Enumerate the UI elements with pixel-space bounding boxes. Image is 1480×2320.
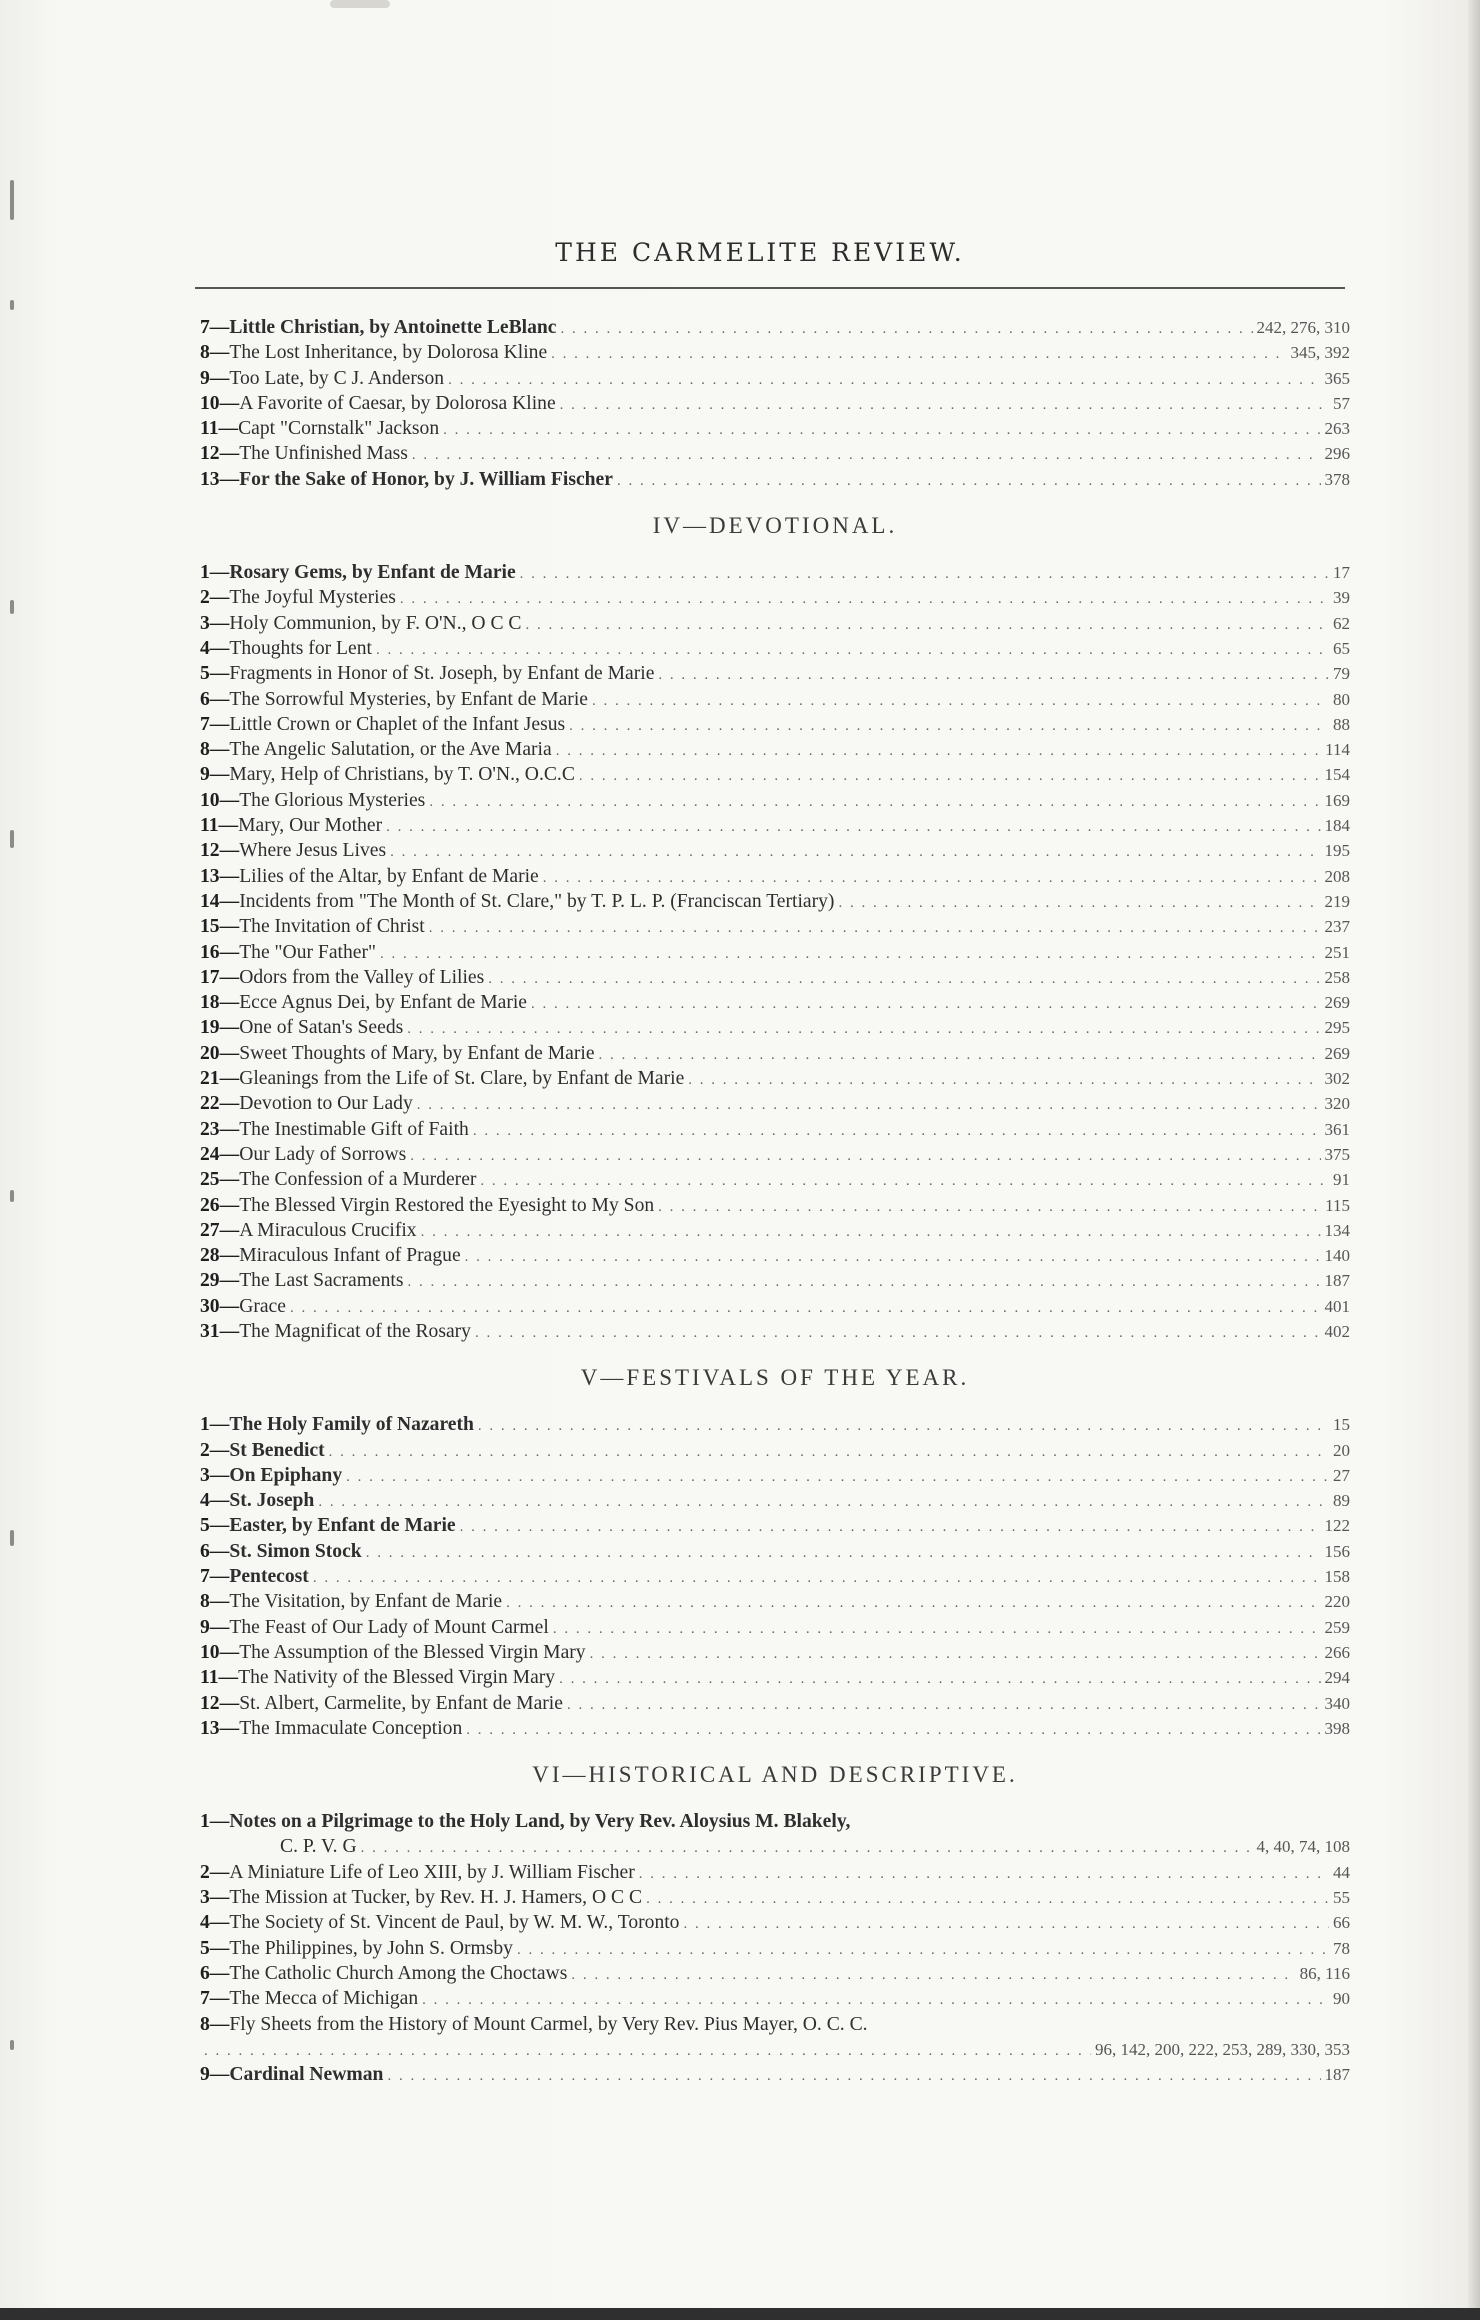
item-title: The Nativity of the Blessed Virgin Mary — [238, 1667, 556, 1689]
item-title: For the Sake of Honor, by J. William Fischer — [239, 468, 613, 490]
list-item: 8 — The Visitation, by Enfant de Marie . . . 220 — [200, 1589, 1350, 1614]
item-number: 4 — [200, 1490, 210, 1512]
list-item: 21 — Gleanings from the Life of St. Clare, by Enfant de Marie . . . 302 — [200, 1066, 1350, 1091]
item-number: 4 — [200, 1912, 210, 1934]
item-number: 19 — [200, 1017, 220, 1039]
item-pages: 115 — [1325, 1195, 1350, 1215]
item-number: 26 — [200, 1194, 220, 1216]
item-title: Little Christian, by Antoinette LeBlanc — [229, 317, 557, 338]
item-number: 1 — [200, 1811, 210, 1833]
list-item: 28 — Miraculous Infant of Prague . . . 140 — [200, 1243, 1350, 1268]
list-item: 5 — Fragments in Honor of St. Joseph, by Enfant de Marie . . . 79 — [200, 661, 1350, 686]
item-pages: 269 — [1324, 993, 1350, 1013]
item-pages: 134 — [1324, 1220, 1350, 1240]
item-pages: 295 — [1324, 1018, 1350, 1038]
list-item: 30 — Grace . . . 401 — [200, 1294, 1350, 1319]
item-number: 8 — [200, 1591, 210, 1613]
item-pages: 140 — [1324, 1246, 1350, 1266]
item-pages: 39 — [1333, 588, 1350, 608]
list-item: 12 — The Unfinished Mass . . . 296 — [200, 441, 1350, 466]
item-number: 31 — [200, 1320, 220, 1342]
list-item: 18 — Ecce Agnus Dei, by Enfant de Marie . . . 269 — [200, 990, 1350, 1015]
item-title: The Angelic Salutation, or the Ave Maria — [229, 739, 552, 761]
item-pages: 398 — [1324, 1718, 1350, 1738]
list-item: 10 — The Glorious Mysteries . . . 169 — [200, 788, 1350, 813]
list-item: 2 — St Benedict . . . 20 — [200, 1438, 1350, 1463]
item-number: 1 — [200, 562, 210, 584]
item-pages: 79 — [1333, 664, 1350, 684]
item-number: 8 — [200, 739, 210, 761]
item-title: The Blessed Virgin Restored the Eyesight to My Son — [239, 1194, 655, 1216]
item-number: 6 — [200, 1540, 210, 1562]
item-number: 1 — [200, 1414, 210, 1436]
page-header: THE CARMELITE REVIEW. — [555, 238, 965, 267]
item-number: 12 — [200, 443, 220, 465]
item-pages: 195 — [1324, 841, 1350, 861]
item-title: Little Crown or Chaplet of the Infant Jesus — [229, 713, 566, 735]
item-number: 6 — [200, 688, 210, 710]
item-title: The Society of St. Vincent de Paul, by W. M. W., Toronto — [229, 1912, 680, 1934]
item-number: 7 — [200, 1566, 210, 1588]
item-title: Holy Communion, by F. O'N., O C C — [229, 612, 522, 634]
item-title: The Philippines, by John S. Ormsby — [229, 1937, 513, 1959]
item-number: 17 — [200, 966, 220, 988]
item-number: 5 — [200, 1937, 210, 1959]
item-number: 7 — [200, 713, 210, 735]
section-heading-devotional: IV—DEVOTIONAL. — [652, 513, 898, 539]
item-number: 29 — [200, 1270, 220, 1292]
item-pages: 220 — [1324, 1592, 1350, 1612]
item-title: The Confession of a Murderer — [239, 1169, 477, 1191]
item-pages: 114 — [1325, 740, 1350, 760]
item-number: 14 — [200, 890, 220, 912]
item-pages: 90 — [1333, 1989, 1350, 2009]
list-item: 9 — Cardinal Newman . . . 187 — [200, 2062, 1350, 2087]
list-item: 6 — The Sorrowful Mysteries, by Enfant de Marie . . . 80 — [200, 687, 1350, 712]
list-item: 13 — The Immaculate Conception . . . 398 — [200, 1716, 1350, 1741]
list-item: 6 — The Catholic Church Among the Choctaws . . . 86, 116 — [200, 1961, 1350, 1986]
item-title: The Assumption of the Blessed Virgin Mary — [239, 1641, 586, 1663]
item-number: 2 — [200, 1439, 210, 1461]
item-number: 12 — [200, 1692, 220, 1714]
item-title: Sweet Thoughts of Mary, by Enfant de Marie — [239, 1042, 595, 1064]
item-pages: 27 — [1333, 1465, 1350, 1485]
item-number: 27 — [200, 1219, 220, 1241]
item-pages: 345, 392 — [1290, 343, 1350, 363]
item-pages: 340 — [1324, 1693, 1350, 1713]
item-title: Fly Sheets from the History of Mount Carmel, by Very Rev. Pius Mayer, O. C. C. — [229, 2013, 868, 2035]
item-number: 15 — [200, 916, 220, 938]
scan-smudge — [330, 0, 390, 8]
list-item: 11 — Mary, Our Mother . . . 184 — [200, 813, 1350, 838]
item-pages: 401 — [1324, 1296, 1350, 1316]
item-pages: 62 — [1333, 613, 1350, 633]
item-title: Grace — [239, 1295, 286, 1317]
list-item: 7 — The Mecca of Michigan . . . 90 — [200, 1986, 1350, 2011]
item-pages: 4, 40, 74, 108 — [1256, 1837, 1350, 1857]
item-number: 30 — [200, 1295, 220, 1317]
item-number: 25 — [200, 1169, 220, 1191]
list-item: 3 — The Mission at Tucker, by Rev. H. J. Hamers, O C C . . . 55 — [200, 1885, 1350, 1910]
list-item: 1 — The Holy Family of Nazareth . . . 15 — [200, 1412, 1350, 1437]
list-item: 8 — The Lost Inheritance, by Dolorosa Kline . . . 345, 392 — [200, 340, 1350, 365]
item-title: Thoughts for Lent — [229, 637, 372, 659]
list-item: 14 — Incidents from "The Month of St. Clare," by T. P. L. P. (Franciscan Tertiary) . . . 219 — [200, 889, 1350, 914]
item-title: Ecce Agnus Dei, by Enfant de Marie — [239, 992, 528, 1014]
list-item: 10 — The Assumption of the Blessed Virgin Mary . . . 266 — [200, 1640, 1350, 1665]
item-title: Pentecost — [229, 1566, 309, 1588]
item-number: 8 — [200, 2013, 210, 2035]
item-pages: 122 — [1324, 1516, 1350, 1536]
item-pages: 169 — [1324, 790, 1350, 810]
item-pages: 251 — [1324, 942, 1350, 962]
list-item: 5 — Easter, by Enfant de Marie . . . 122 — [200, 1513, 1350, 1538]
item-pages: 15 — [1333, 1415, 1350, 1435]
item-title: Devotion to Our Lady — [239, 1093, 413, 1115]
item-pages: 294 — [1324, 1668, 1350, 1688]
item-title: The Holy Family of Nazareth — [229, 1414, 474, 1436]
item-number: 9 — [200, 1616, 210, 1638]
item-title: The Invitation of Christ — [239, 916, 425, 938]
list-item: 7 — Little Crown or Chaplet of the Infant Jesus . . . 88 — [200, 712, 1350, 737]
item-pages: 266 — [1324, 1642, 1350, 1662]
list-item: 17 — Odors from the Valley of Lilies . . . 258 — [200, 965, 1350, 990]
item-pages: 20 — [1333, 1440, 1350, 1460]
item-title: St Benedict — [229, 1439, 325, 1461]
item-number: 20 — [200, 1042, 220, 1064]
list-item: 15 — The Invitation of Christ . . . 237 — [200, 914, 1350, 939]
list-item: 12 — Where Jesus Lives . . . 195 — [200, 838, 1350, 863]
page-bottom-edge — [0, 2308, 1480, 2320]
item-number: 13 — [200, 468, 220, 490]
list-item: 19 — One of Satan's Seeds . . . 295 — [200, 1015, 1350, 1040]
item-number: 9 — [200, 2064, 210, 2086]
item-pages: 208 — [1324, 866, 1350, 886]
list-item: 13 — Lilies of the Altar, by Enfant de Marie . . . 208 — [200, 864, 1350, 889]
list-item: 1 — Notes on a Pilgrimage to the Holy Land, by Very Rev. Aloysius M. Blakely, — [200, 1809, 1350, 1834]
item-pages: 378 — [1324, 469, 1350, 489]
stories-continued-list — [200, 315, 1350, 492]
list-item: 29 — The Last Sacraments . . . 187 — [200, 1268, 1350, 1293]
item-title: Cardinal Newman — [229, 2064, 384, 2086]
devotional-list — [200, 560, 1350, 1344]
list-item: 4 — Thoughts for Lent . . . 65 — [200, 636, 1350, 661]
item-pages: 365 — [1324, 368, 1350, 388]
item-pages: 96, 142, 200, 222, 253, 289, 330, 353 — [1095, 2039, 1350, 2059]
list-item: 9 — Mary, Help of Christians, by T. O'N., O.C.C . . . 154 — [200, 762, 1350, 787]
list-item: 4 — St. Joseph . . . 89 — [200, 1488, 1350, 1513]
item-title: Our Lady of Sorrows — [239, 1143, 407, 1165]
item-pages: 375 — [1324, 1144, 1350, 1164]
list-item: 20 — Sweet Thoughts of Mary, by Enfant de Marie . . . 269 — [200, 1041, 1350, 1066]
page-right-edge — [1468, 0, 1480, 2320]
item-number: 9 — [200, 764, 210, 786]
list-item: 11 — Capt "Cornstalk" Jackson . . . 263 — [200, 416, 1350, 441]
item-pages: 78 — [1333, 1938, 1350, 1958]
item-number: 3 — [200, 1464, 210, 1486]
item-title: Easter, by Enfant de Marie — [229, 1515, 456, 1537]
item-title: The Mecca of Michigan — [229, 1988, 419, 2010]
item-title: Too Late, by C J. Anderson — [229, 367, 445, 389]
section-heading-festivals: V—FESTIVALS OF THE YEAR. — [580, 1365, 970, 1391]
item-number: 3 — [200, 1887, 210, 1909]
list-item: 4 — The Society of St. Vincent de Paul, by W. M. W., Toronto . . . 66 — [200, 1910, 1350, 1935]
item-title: The "Our Father" — [239, 941, 376, 963]
header-rule — [195, 287, 1345, 289]
item-pages: 187 — [1324, 2065, 1350, 2085]
list-item: 2 — The Joyful Mysteries . . . 39 — [200, 585, 1350, 610]
list-item: 27 — A Miraculous Crucifix . . . 134 — [200, 1218, 1350, 1243]
item-pages: 17 — [1333, 563, 1350, 583]
item-title: The Last Sacraments — [239, 1270, 404, 1292]
item-number: 13 — [200, 1717, 220, 1739]
item-pages: 80 — [1333, 689, 1350, 709]
list-item: 23 — The Inestimable Gift of Faith . . . 361 — [200, 1117, 1350, 1142]
item-title: Capt "Cornstalk" Jackson — [238, 418, 440, 440]
item-pages: 57 — [1333, 393, 1350, 413]
item-pages: 65 — [1333, 638, 1350, 658]
item-pages: 242, 276, 310 — [1256, 318, 1350, 337]
item-number: 28 — [200, 1245, 220, 1267]
item-number: 6 — [200, 1962, 210, 1984]
list-item: 7 — Pentecost . . . 158 — [200, 1564, 1350, 1589]
list-item: 3 — Holy Communion, by F. O'N., O C C . . . 62 — [200, 611, 1350, 636]
item-number: 18 — [200, 992, 220, 1014]
item-title: The Mission at Tucker, by Rev. H. J. Hamers, O C C — [229, 1887, 643, 1909]
item-pages: 66 — [1333, 1913, 1350, 1933]
item-title: The Joyful Mysteries — [229, 587, 396, 609]
item-pages: 258 — [1324, 967, 1350, 987]
item-pages: 320 — [1324, 1094, 1350, 1114]
historical-list — [200, 1809, 1350, 2087]
page-left-edge — [10, 180, 18, 2180]
list-item: 16 — The "Our Father" . . . 251 — [200, 940, 1350, 965]
list-item-continuation — [200, 1834, 1350, 1859]
section-heading-historical: VI—HISTORICAL AND DESCRIPTIVE. — [532, 1762, 1018, 1788]
item-title: Where Jesus Lives — [239, 840, 387, 862]
list-item: 1 — Rosary Gems, by Enfant de Marie . . . 17 — [200, 560, 1350, 585]
item-number: 10 — [200, 1641, 220, 1663]
item-number: 11 — [200, 418, 219, 440]
item-number: 9 — [200, 367, 210, 389]
item-title: The Unfinished Mass — [239, 443, 408, 465]
item-title: Fragments in Honor of St. Joseph, by Enfant de Marie — [229, 663, 655, 685]
list-item: 7 — Little Christian, by Antoinette LeBlanc . . . 242, 276, 310 — [200, 315, 1350, 340]
item-pages: 269 — [1324, 1043, 1350, 1063]
item-number: 21 — [200, 1068, 220, 1090]
item-title: St. Albert, Carmelite, by Enfant de Marie — [239, 1692, 563, 1714]
item-title: A Miraculous Crucifix — [239, 1219, 417, 1241]
item-title-continuation: C. P. V. G — [280, 1836, 357, 1858]
list-item: 24 — Our Lady of Sorrows . . . 375 — [200, 1142, 1350, 1167]
list-item: 9 — Too Late, by C J. Anderson . . . 365 — [200, 366, 1350, 391]
list-item: 12 — St. Albert, Carmelite, by Enfant de Marie . . . 340 — [200, 1691, 1350, 1716]
list-item: 13 — For the Sake of Honor, by J. William Fischer . . . 378 — [200, 467, 1350, 492]
list-item: 3 — On Epiphany . . . 27 — [200, 1463, 1350, 1488]
item-number: 10 — [200, 392, 220, 414]
item-title: One of Satan's Seeds — [239, 1017, 404, 1039]
item-title: The Glorious Mysteries — [239, 789, 426, 811]
item-title: The Inestimable Gift of Faith — [239, 1118, 469, 1140]
item-pages: 302 — [1324, 1069, 1350, 1089]
item-number: 5 — [200, 663, 210, 685]
item-pages: 219 — [1324, 891, 1350, 911]
item-number: 22 — [200, 1093, 220, 1115]
item-pages: 263 — [1324, 419, 1350, 439]
list-item: 26 — The Blessed Virgin Restored the Eyesight to My Son . . . 115 — [200, 1193, 1350, 1218]
item-title: On Epiphany — [229, 1464, 343, 1486]
item-title: Miraculous Infant of Prague — [239, 1245, 461, 1267]
item-pages: 158 — [1324, 1567, 1350, 1587]
list-item-continuation — [200, 2037, 1350, 2062]
item-pages: 88 — [1333, 714, 1350, 734]
item-title: The Sorrowful Mysteries, by Enfant de Marie — [229, 688, 588, 710]
item-pages: 154 — [1324, 765, 1350, 785]
item-title: Gleanings from the Life of St. Clare, by Enfant de Marie — [239, 1068, 685, 1090]
list-item: 9 — The Feast of Our Lady of Mount Carmel . . . 259 — [200, 1615, 1350, 1640]
item-number: 8 — [200, 342, 210, 364]
list-item: 10 — A Favorite of Caesar, by Dolorosa Kline . . . 57 — [200, 391, 1350, 416]
item-title: Rosary Gems, by Enfant de Marie — [229, 562, 516, 584]
item-number: 16 — [200, 941, 220, 963]
item-pages: 361 — [1324, 1119, 1350, 1139]
item-number: 12 — [200, 840, 220, 862]
item-pages: 296 — [1324, 444, 1350, 464]
list-item: 8 — Fly Sheets from the History of Mount Carmel, by Very Rev. Pius Mayer, O. C. C. — [200, 2012, 1350, 2037]
item-title: The Magnificat of the Rosary — [239, 1320, 471, 1342]
item-title: A Miniature Life of Leo XIII, by J. William Fischer — [229, 1861, 635, 1883]
item-number: 11 — [200, 1667, 219, 1689]
item-pages: 86, 116 — [1299, 1963, 1350, 1983]
festivals-list — [200, 1412, 1350, 1741]
item-title: St. Joseph — [229, 1490, 315, 1512]
list-item: 31 — The Magnificat of the Rosary . . . 402 — [200, 1319, 1350, 1344]
item-title: Lilies of the Altar, by Enfant de Marie — [239, 865, 539, 887]
item-number: 24 — [200, 1143, 220, 1165]
list-item: 8 — The Angelic Salutation, or the Ave Maria . . . 114 — [200, 737, 1350, 762]
item-title: Mary, Our Mother — [238, 815, 383, 837]
item-title: The Catholic Church Among the Choctaws — [229, 1962, 568, 1984]
list-item: 2 — A Miniature Life of Leo XIII, by J. William Fischer . . . 44 — [200, 1860, 1350, 1885]
item-number: 5 — [200, 1515, 210, 1537]
item-title: Notes on a Pilgrimage to the Holy Land, by Very Rev. Aloysius M. Blakely, — [229, 1811, 851, 1833]
item-title: St. Simon Stock — [229, 1540, 362, 1562]
list-item: 6 — St. Simon Stock . . . 156 — [200, 1539, 1350, 1564]
item-number: 7 — [200, 317, 210, 338]
list-item: 11 — The Nativity of the Blessed Virgin Mary . . . 294 — [200, 1665, 1350, 1690]
list-item: 5 — The Philippines, by John S. Ormsby . . . 78 — [200, 1936, 1350, 1961]
item-pages: 184 — [1324, 816, 1350, 836]
item-number: 7 — [200, 1988, 210, 2010]
item-number: 2 — [200, 587, 210, 609]
item-pages: 89 — [1333, 1491, 1350, 1511]
item-pages: 44 — [1333, 1862, 1350, 1882]
item-title: A Favorite of Caesar, by Dolorosa Kline — [239, 392, 556, 414]
item-title: Mary, Help of Christians, by T. O'N., O.C.C — [229, 764, 575, 786]
item-pages: 156 — [1324, 1541, 1350, 1561]
item-pages: 237 — [1324, 917, 1350, 937]
item-number: 4 — [200, 637, 210, 659]
item-number: 11 — [200, 815, 219, 837]
item-pages: 402 — [1324, 1321, 1350, 1341]
item-pages: 259 — [1324, 1617, 1350, 1637]
item-number: 23 — [200, 1118, 220, 1140]
item-number: 3 — [200, 612, 210, 634]
list-item: 25 — The Confession of a Murderer . . . 91 — [200, 1167, 1350, 1192]
list-item: 22 — Devotion to Our Lady . . . 320 — [200, 1091, 1350, 1116]
item-title: The Lost Inheritance, by Dolorosa Kline — [229, 342, 548, 364]
item-pages: 91 — [1333, 1170, 1350, 1190]
item-pages: 55 — [1333, 1888, 1350, 1908]
item-number: 10 — [200, 789, 220, 811]
item-number: 13 — [200, 865, 220, 887]
item-number: 2 — [200, 1861, 210, 1883]
item-title: Incidents from "The Month of St. Clare," by T. P. L. P. (Franciscan Tertiary) — [239, 890, 835, 912]
item-title: Odors from the Valley of Lilies — [239, 966, 485, 988]
item-title: The Immaculate Conception — [239, 1717, 463, 1739]
table-of-contents — [200, 315, 1350, 2087]
item-title: The Visitation, by Enfant de Marie — [229, 1591, 503, 1613]
item-title: The Feast of Our Lady of Mount Carmel — [229, 1616, 549, 1638]
item-pages: 187 — [1324, 1271, 1350, 1291]
